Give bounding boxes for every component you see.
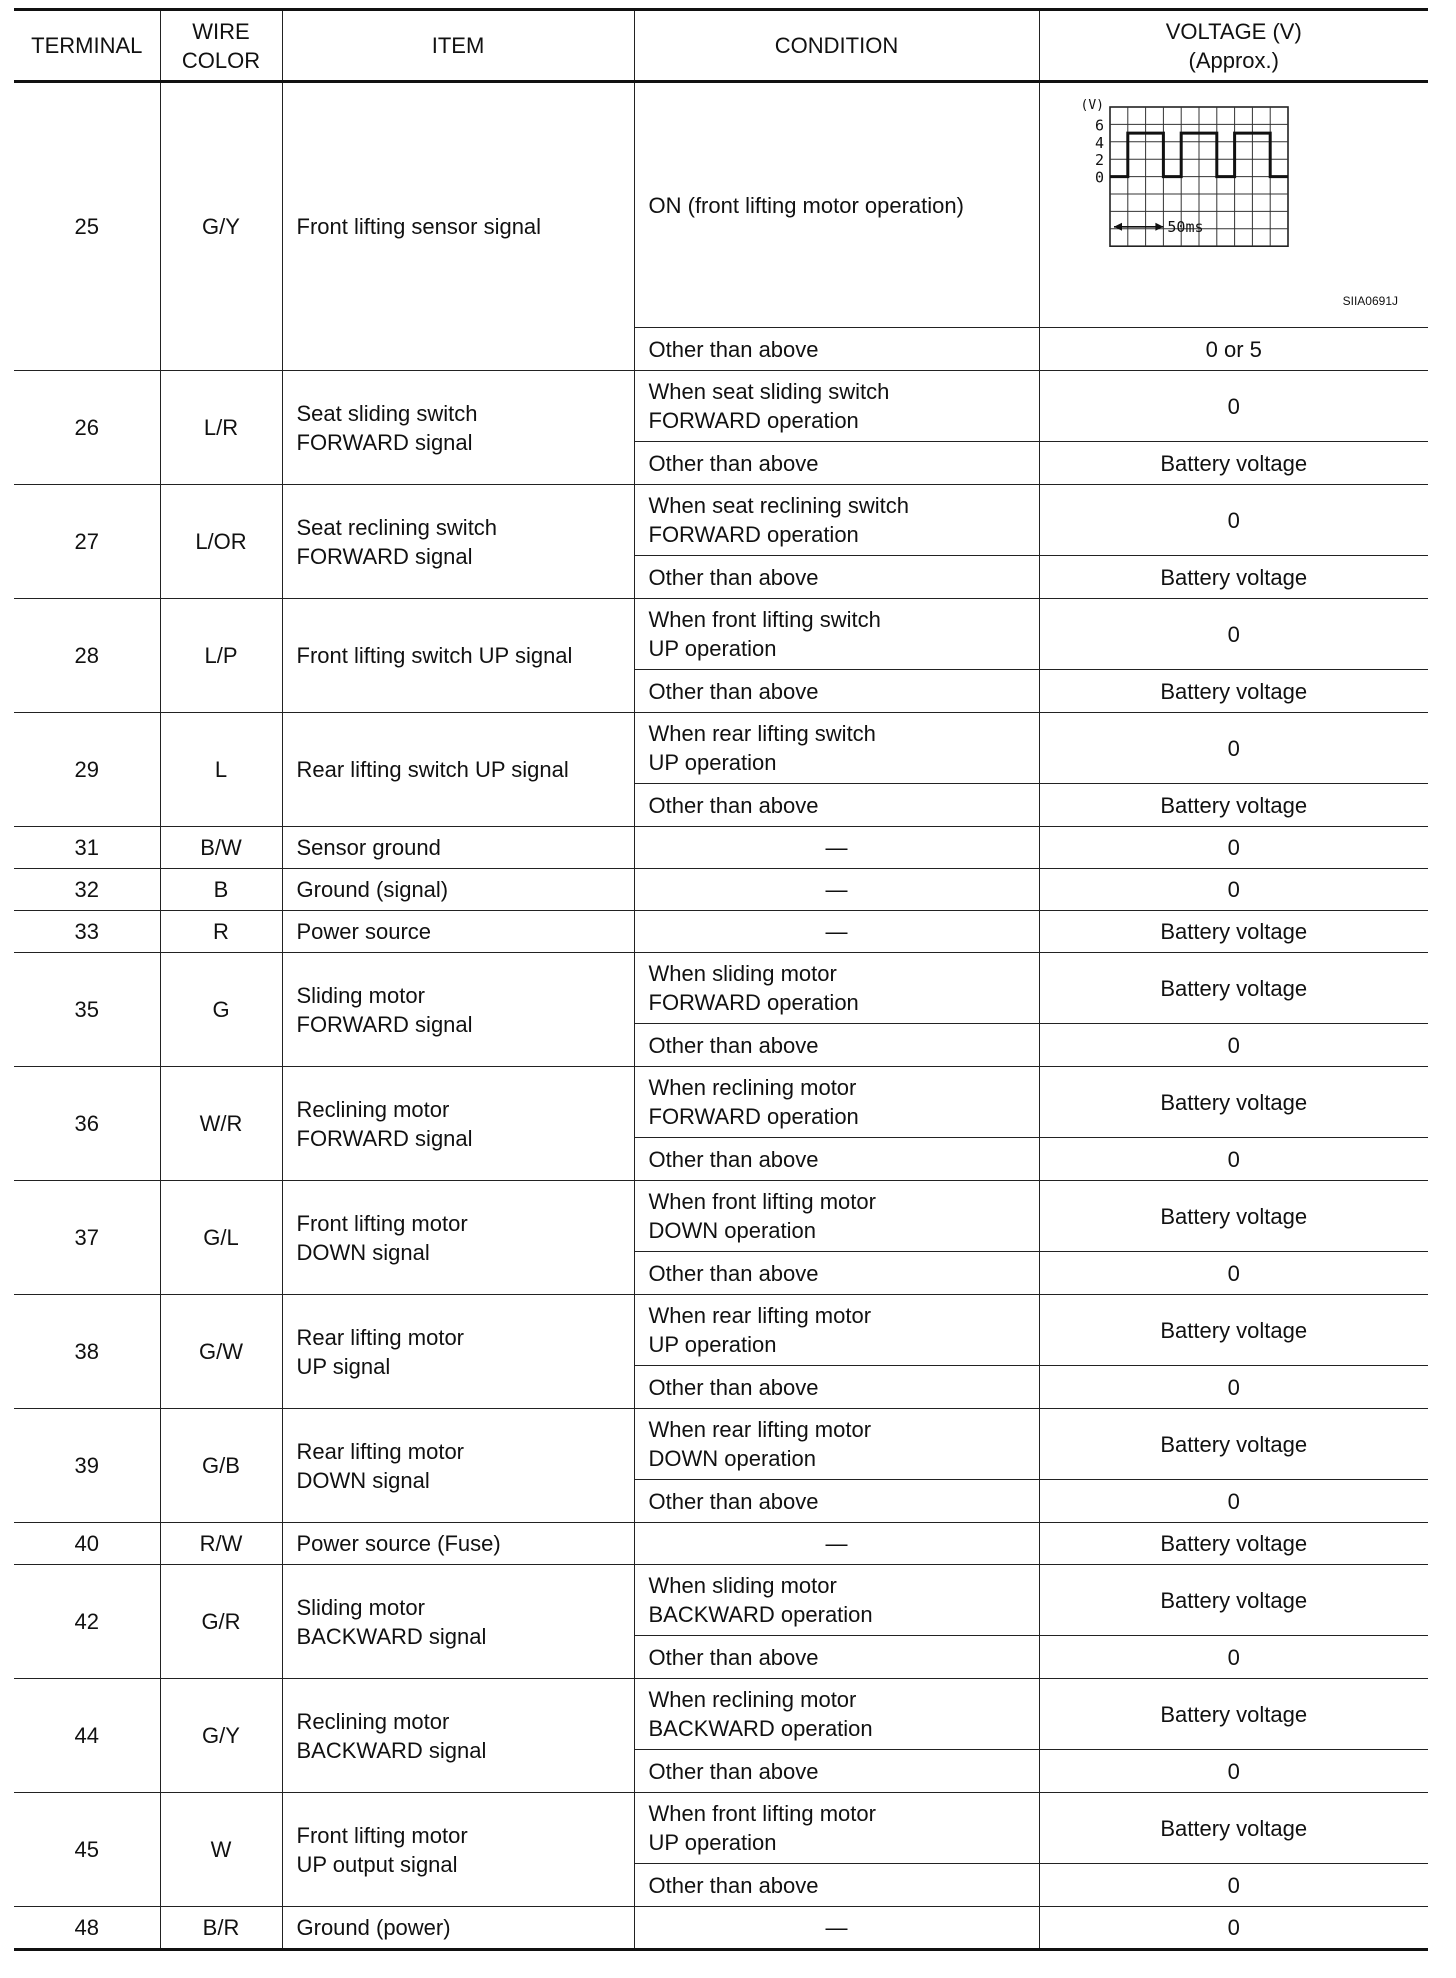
item-cell: Ground (signal) xyxy=(282,869,634,911)
terminal-cell: 40 xyxy=(14,1523,160,1565)
terminal-cell: 31 xyxy=(14,827,160,869)
terminal-cell: 37 xyxy=(14,1181,160,1295)
item-cell: Front lifting switch UP signal xyxy=(282,599,634,713)
wire-color-cell: W xyxy=(160,1793,282,1907)
wire-color-cell: W/R xyxy=(160,1067,282,1181)
voltage-cell: Battery voltage xyxy=(1039,911,1428,953)
waveform-figure-id: SIIA0691J xyxy=(1342,294,1398,307)
header-item: ITEM xyxy=(282,10,634,82)
wire-color-cell: L/OR xyxy=(160,485,282,599)
condition-cell: — xyxy=(634,1907,1039,1950)
voltage-cell: Battery voltage xyxy=(1039,1793,1428,1864)
table-row xyxy=(14,1409,1428,1480)
waveform-y-tick-label: 4 xyxy=(1094,133,1104,152)
wire-color-cell: B xyxy=(160,869,282,911)
waveform-y-tick-label: 6 xyxy=(1094,116,1104,135)
condition-cell: When front lifting switch UP operation xyxy=(634,599,1039,670)
item-cell: Sliding motor BACKWARD signal xyxy=(282,1565,634,1679)
condition-cell: Other than above xyxy=(634,1750,1039,1793)
condition-cell: — xyxy=(634,1523,1039,1565)
voltage-cell: 0 xyxy=(1039,485,1428,556)
waveform-arrowhead xyxy=(1155,223,1163,231)
wire-color-cell: B/W xyxy=(160,827,282,869)
voltage-cell: 0 xyxy=(1039,1366,1428,1409)
terminal-cell: 29 xyxy=(14,713,160,827)
voltage-cell: Battery voltage xyxy=(1039,1067,1428,1138)
table-row xyxy=(14,869,1428,911)
voltage-cell: Battery voltage xyxy=(1039,1409,1428,1480)
voltage-cell: Battery voltage xyxy=(1039,1295,1428,1366)
terminal-table xyxy=(14,8,1428,1951)
voltage-waveform-figure xyxy=(1070,97,1410,307)
terminal-cell: 36 xyxy=(14,1067,160,1181)
wire-color-cell: R/W xyxy=(160,1523,282,1565)
terminal-cell: 27 xyxy=(14,485,160,599)
voltage-waveform-cell xyxy=(1039,82,1428,328)
voltage-cell: Battery voltage xyxy=(1039,1523,1428,1565)
table-row xyxy=(14,485,1428,556)
terminal-cell: 44 xyxy=(14,1679,160,1793)
condition-cell: When sliding motor BACKWARD operation xyxy=(634,1565,1039,1636)
voltage-cell: Battery voltage xyxy=(1039,1181,1428,1252)
item-cell: Front lifting motor DOWN signal xyxy=(282,1181,634,1295)
condition-cell: — xyxy=(634,827,1039,869)
voltage-cell: Battery voltage xyxy=(1039,953,1428,1024)
item-cell: Sliding motor FORWARD signal xyxy=(282,953,634,1067)
item-cell: Rear lifting motor UP signal xyxy=(282,1295,634,1409)
item-cell: Reclining motor BACKWARD signal xyxy=(282,1679,634,1793)
waveform-arrowhead xyxy=(1114,223,1122,231)
condition-cell: Other than above xyxy=(634,328,1039,371)
voltage-cell: 0 xyxy=(1039,1864,1428,1907)
table-row xyxy=(14,953,1428,1024)
condition-cell: ON (front lifting motor operation) xyxy=(634,82,1039,328)
voltage-cell: Battery voltage xyxy=(1039,784,1428,827)
condition-cell: When front lifting motor UP operation xyxy=(634,1793,1039,1864)
condition-cell: Other than above xyxy=(634,784,1039,827)
condition-cell: When sliding motor FORWARD operation xyxy=(634,953,1039,1024)
condition-cell: When rear lifting motor UP operation xyxy=(634,1295,1039,1366)
terminal-cell: 42 xyxy=(14,1565,160,1679)
waveform-period-label: 50ms xyxy=(1166,217,1204,236)
terminal-cell: 28 xyxy=(14,599,160,713)
voltage-cell: 0 xyxy=(1039,1024,1428,1067)
table-row xyxy=(14,1181,1428,1252)
terminal-cell: 38 xyxy=(14,1295,160,1409)
condition-cell: — xyxy=(634,911,1039,953)
condition-cell: Other than above xyxy=(634,1252,1039,1295)
item-cell: Ground (power) xyxy=(282,1907,634,1950)
voltage-cell: Battery voltage xyxy=(1039,556,1428,599)
table-row xyxy=(14,911,1428,953)
voltage-cell: Battery voltage xyxy=(1039,1679,1428,1750)
item-cell: Seat reclining switch FORWARD signal xyxy=(282,485,634,599)
wire-color-cell: G/W xyxy=(160,1295,282,1409)
wire-color-cell: L xyxy=(160,713,282,827)
condition-cell: Other than above xyxy=(634,556,1039,599)
item-cell: Power source xyxy=(282,911,634,953)
item-cell: Power source (Fuse) xyxy=(282,1523,634,1565)
condition-cell: When rear lifting motor DOWN operation xyxy=(634,1409,1039,1480)
terminal-cell: 33 xyxy=(14,911,160,953)
terminal-cell: 39 xyxy=(14,1409,160,1523)
wire-color-cell: G/B xyxy=(160,1409,282,1523)
terminal-cell: 25 xyxy=(14,82,160,371)
table-row xyxy=(14,827,1428,869)
voltage-cell: 0 xyxy=(1039,869,1428,911)
wire-color-cell: B/R xyxy=(160,1907,282,1950)
condition-cell: Other than above xyxy=(634,1636,1039,1679)
table-header-row xyxy=(14,10,1428,82)
voltage-cell: 0 xyxy=(1039,1138,1428,1181)
condition-cell: Other than above xyxy=(634,1366,1039,1409)
table-row xyxy=(14,371,1428,442)
voltage-cell: 0 xyxy=(1039,1480,1428,1523)
voltage-cell: Battery voltage xyxy=(1039,442,1428,485)
item-cell: Front lifting motor UP output signal xyxy=(282,1793,634,1907)
item-cell: Sensor ground xyxy=(282,827,634,869)
condition-cell: Other than above xyxy=(634,1138,1039,1181)
condition-cell: When seat reclining switch FORWARD operation xyxy=(634,485,1039,556)
table-row xyxy=(14,1907,1428,1950)
wire-color-cell: L/P xyxy=(160,599,282,713)
waveform-y-tick-label: 2 xyxy=(1094,151,1104,170)
waveform-y-tick-label: 0 xyxy=(1094,168,1104,187)
condition-cell: Other than above xyxy=(634,1864,1039,1907)
header-condition: CONDITION xyxy=(634,10,1039,82)
header-wire-color: WIRE COLOR xyxy=(160,10,282,82)
wire-color-cell: L/R xyxy=(160,371,282,485)
voltage-cell: 0 or 5 xyxy=(1039,328,1428,371)
voltage-cell: 0 xyxy=(1039,1907,1428,1950)
table-row xyxy=(14,1679,1428,1750)
voltage-cell: 0 xyxy=(1039,1252,1428,1295)
wire-color-cell: G/L xyxy=(160,1181,282,1295)
condition-cell: — xyxy=(634,869,1039,911)
wire-color-cell: G xyxy=(160,953,282,1067)
wire-color-cell: R xyxy=(160,911,282,953)
table-row xyxy=(14,1793,1428,1864)
item-cell: Rear lifting motor DOWN signal xyxy=(282,1409,634,1523)
terminal-cell: 35 xyxy=(14,953,160,1067)
header-voltage: VOLTAGE (V) (Approx.) xyxy=(1039,10,1428,82)
condition-cell: Other than above xyxy=(634,442,1039,485)
table-row xyxy=(14,713,1428,784)
table-row xyxy=(14,1565,1428,1636)
voltage-cell: 0 xyxy=(1039,827,1428,869)
voltage-cell: 0 xyxy=(1039,371,1428,442)
condition-cell: When reclining motor BACKWARD operation xyxy=(634,1679,1039,1750)
condition-cell: When rear lifting switch UP operation xyxy=(634,713,1039,784)
terminal-table-sheet xyxy=(14,8,1428,1951)
condition-cell: When front lifting motor DOWN operation xyxy=(634,1181,1039,1252)
voltage-cell: 0 xyxy=(1039,1636,1428,1679)
terminal-cell: 48 xyxy=(14,1907,160,1950)
wire-color-cell: G/Y xyxy=(160,1679,282,1793)
waveform-unit-label: (V) xyxy=(1080,98,1104,113)
voltage-cell: 0 xyxy=(1039,713,1428,784)
item-cell: Front lifting sensor signal xyxy=(282,82,634,371)
condition-cell: When seat sliding switch FORWARD operation xyxy=(634,371,1039,442)
table-row xyxy=(14,1523,1428,1565)
item-cell: Reclining motor FORWARD signal xyxy=(282,1067,634,1181)
condition-cell: When reclining motor FORWARD operation xyxy=(634,1067,1039,1138)
wire-color-cell: G/Y xyxy=(160,82,282,371)
terminal-cell: 32 xyxy=(14,869,160,911)
condition-cell: Other than above xyxy=(634,1024,1039,1067)
condition-cell: Other than above xyxy=(634,1480,1039,1523)
terminal-cell: 26 xyxy=(14,371,160,485)
item-cell: Rear lifting switch UP signal xyxy=(282,713,634,827)
voltage-cell: 0 xyxy=(1039,1750,1428,1793)
voltage-cell: Battery voltage xyxy=(1039,670,1428,713)
voltage-cell: 0 xyxy=(1039,599,1428,670)
terminal-cell: 45 xyxy=(14,1793,160,1907)
condition-cell: Other than above xyxy=(634,670,1039,713)
table-row xyxy=(14,599,1428,670)
header-terminal: TERMINAL xyxy=(14,10,160,82)
voltage-cell: Battery voltage xyxy=(1039,1565,1428,1636)
table-row xyxy=(14,82,1428,328)
table-row xyxy=(14,1067,1428,1138)
item-cell: Seat sliding switch FORWARD signal xyxy=(282,371,634,485)
table-row xyxy=(14,1295,1428,1366)
wire-color-cell: G/R xyxy=(160,1565,282,1679)
